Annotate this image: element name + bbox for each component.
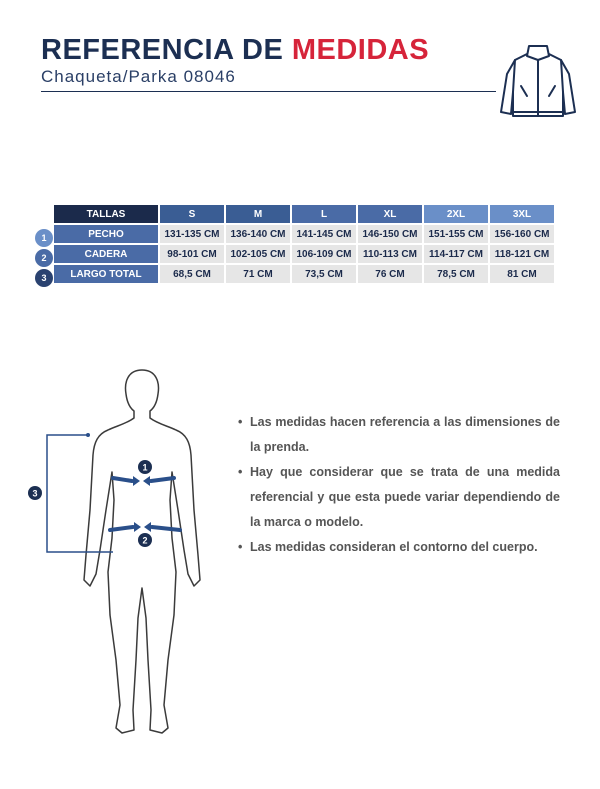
hip-marker-label: 2	[142, 535, 148, 546]
table-cell: 71 CM	[226, 265, 290, 283]
table-cell: 131-135 CM	[160, 225, 224, 243]
page-title	[41, 34, 429, 67]
header-divider	[41, 91, 496, 92]
table-cell: 76 CM	[358, 265, 422, 283]
row-number-badge: 2	[35, 249, 53, 267]
table-cell: 81 CM	[490, 265, 554, 283]
jacket-icon	[497, 40, 579, 122]
row-number-badge: 1	[35, 229, 53, 247]
note-item: • Las medidas hacen referencia a las dimensiones de la prenda.	[238, 410, 560, 460]
table-cell: 78,5 CM	[424, 265, 488, 283]
size-col-3xl: 3XL	[490, 205, 554, 223]
table-cell: 110-113 CM	[358, 245, 422, 263]
table-cell: 68,5 CM	[160, 265, 224, 283]
table-cell: 102-105 CM	[226, 245, 290, 263]
size-col-s: S	[160, 205, 224, 223]
row-number-badge: 3	[35, 269, 53, 287]
table-cell: 114-117 CM	[424, 245, 488, 263]
table-cell: 151-155 CM	[424, 225, 488, 243]
length-marker-label: 3	[32, 488, 38, 499]
table-cell: 98-101 CM	[160, 245, 224, 263]
size-col-xl: XL	[358, 205, 422, 223]
table-cell: 106-109 CM	[292, 245, 356, 263]
table-cell: 136-140 CM	[226, 225, 290, 243]
table-row	[54, 265, 554, 283]
length-bracket	[47, 435, 113, 552]
length-start-dot	[86, 433, 90, 437]
row-label-pecho: PECHO	[54, 225, 158, 243]
table-row	[54, 225, 554, 243]
size-table	[52, 203, 556, 285]
table-cell: 118-121 CM	[490, 245, 554, 263]
title-accent: MEDIDAS	[291, 34, 430, 66]
table-cell: 73,5 CM	[292, 265, 356, 283]
note-item: • Las medidas consideran el contorno del cuerpo.	[238, 535, 560, 560]
row-label-cadera: CADERA	[54, 245, 158, 263]
table-cell: 141-145 CM	[292, 225, 356, 243]
table-row	[54, 245, 554, 263]
table-cell: 146-150 CM	[358, 225, 422, 243]
hip-measure-arrows	[110, 522, 180, 532]
row-label-largo-total: LARGO TOTAL	[54, 265, 158, 283]
size-header-row	[54, 205, 554, 223]
notes-list	[238, 410, 560, 560]
title-main: REFERENCIA DE	[41, 34, 292, 66]
table-cell: 156-160 CM	[490, 225, 554, 243]
size-col-l: L	[292, 205, 356, 223]
size-col-2xl: 2XL	[424, 205, 488, 223]
product-subtitle: Chaqueta/Parka 08046	[41, 67, 236, 86]
note-item: • Hay que considerar que se trata de una medida referencial y que esta puede variar dependiendo de la marca o modelo.	[238, 460, 560, 535]
tallas-header: TALLAS	[54, 205, 158, 223]
body-measurement-figure	[20, 360, 240, 760]
chest-measure-arrows	[113, 476, 174, 486]
size-col-m: M	[226, 205, 290, 223]
chest-marker-label: 1	[142, 462, 148, 473]
